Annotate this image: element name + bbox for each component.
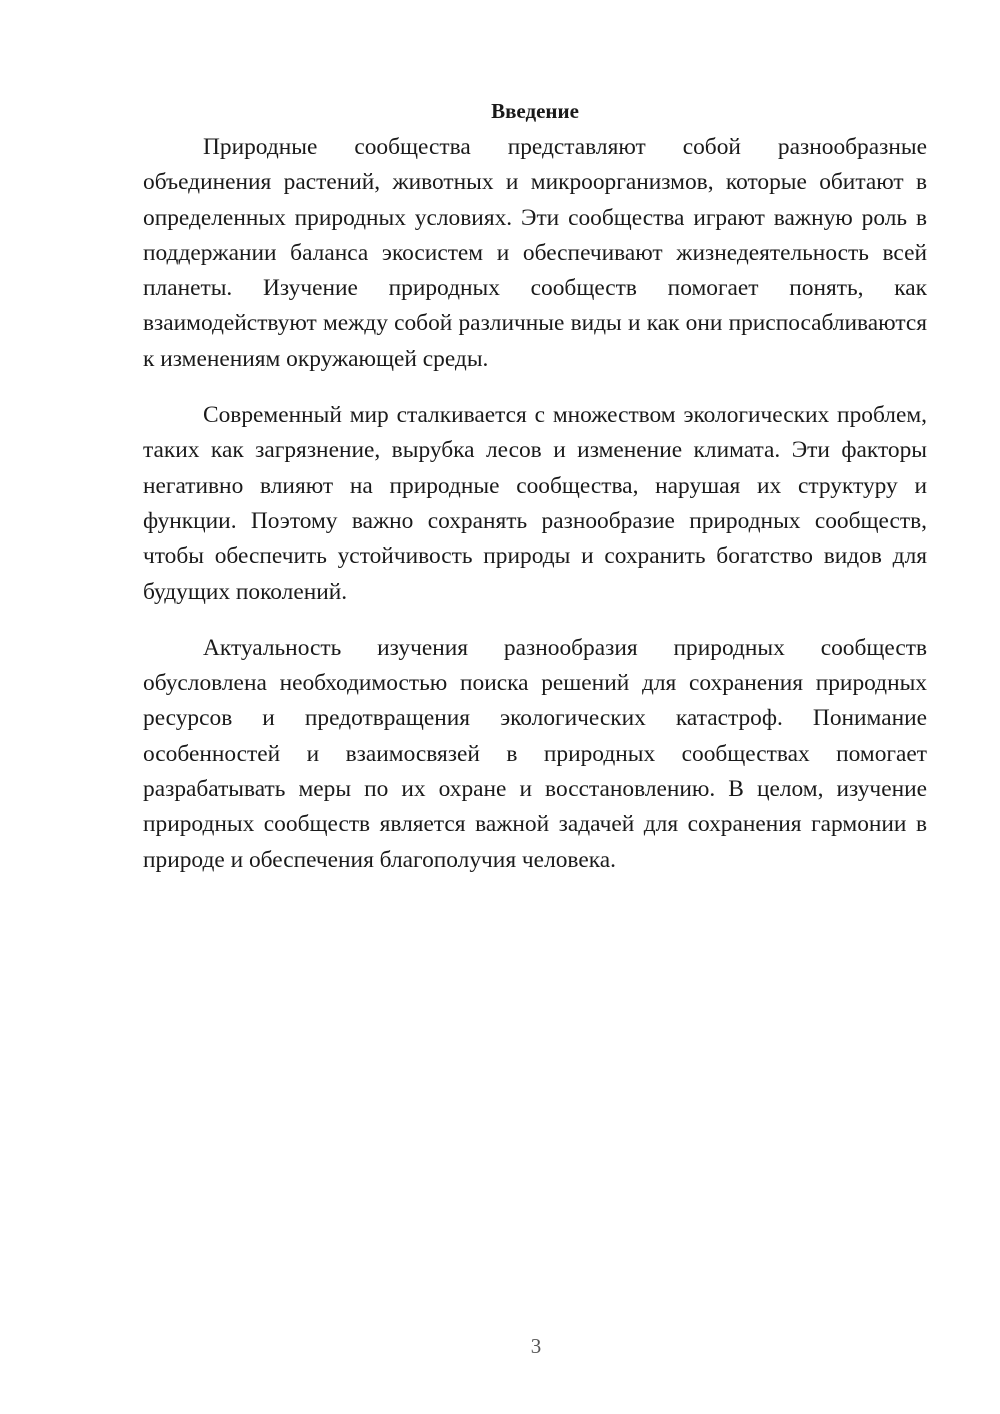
- paragraph-2: Современный мир сталкивается с множеством экологических проблем, таких как загрязнение, вырубка лесов и изменение климата. Эти факторы негативно влияют на природные сообщества, нарушая их структуру и функции. Поэтому важно сохранять разнообразие природных сообществ, чтобы обеспечить устойчивость природы и сохранить богатство видов для будущих поколений.: [143, 402, 927, 605]
- section-heading: Введение: [491, 99, 579, 123]
- paragraph-1: Природные сообщества представляют собой разнообразные объединения растений, животных и микроорганизмов, которые обитают в определенных природных условиях. Эти сообщества играют важную роль в поддержании баланса экосистем и обеспечивают жизнедеятельность всей планеты. Изучение природных сообществ помогает понять, как взаимодействуют между собой различные виды и как они приспосабливаются к изменениям окружающей среды.: [143, 134, 927, 372]
- paragraph-3: Актуальность изучения разнообразия природных сообществ обусловлена необходимостью поиска решений для сохранения природных ресурсов и предотвращения экологических катастроф. Понимание особенностей и взаимосвязей в природных сообществах помогает разрабатывать меры по их охране и восстановлению. В целом, изучение природных сообществ является важной задачей для сохранения гармонии в природе и обеспечения благополучия человека.: [143, 634, 927, 873]
- page-number: 3: [530, 1334, 542, 1358]
- page-content: [143, 96, 927, 899]
